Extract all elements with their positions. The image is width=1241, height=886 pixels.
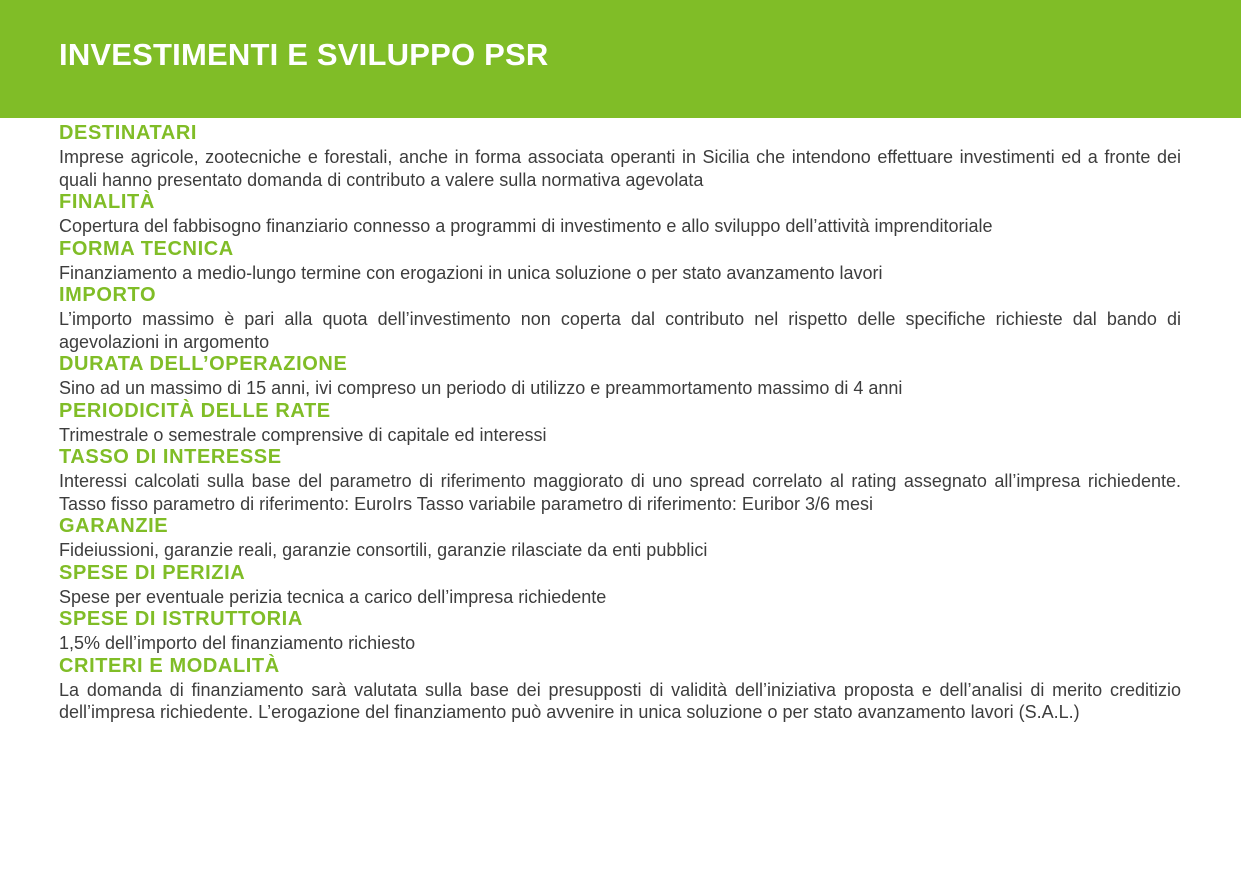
section-destinatari [59,122,1181,191]
section-text: Trimestrale o semestrale comprensive di capitale ed interessi [59,424,547,445]
section-text: Fideiussioni, garanzie reali, garanzie consortili, garanzie rilasciate da enti pubblici [59,540,708,560]
page-title: INVESTIMENTI E SVILUPPO PSR [59,37,549,72]
section-title: DESTINATARI [59,122,198,144]
section-text: Copertura del fabbisogno finanziario connesso a programmi di investimento e allo sviluppo dell’attività imprenditoriale [59,216,993,236]
section-text: Imprese agricole, zootecniche e forestali, anche in forma associata operanti in Sicilia che intendono effettuare investimenti ed a fronte dei quali hanno presentato domanda di contributo a valere sulla normativa agevolata [59,147,1181,190]
section-title: PERIODICITÀ DELLE RATE [59,399,331,422]
section-text: Sino ad un massimo di 15 anni, ivi compreso un periodo di utilizzo e preammortamento massimo di 4 anni [59,378,903,398]
section-title: DURATA DELL’OPERAZIONE [59,353,348,375]
section-title: FORMA TECNICA [59,237,234,260]
section-importo [59,284,1181,353]
section-text: L’importo massimo è pari alla quota dell’investimento non coperta dal contributo nel rispetto delle specifiche richieste dal bando di agevolazioni in argomento [59,309,1181,352]
section-forma-tecnica [59,238,1181,285]
page-header [0,0,1241,118]
section-durata [59,353,1181,400]
section-title: CRITERI E MODALITÀ [59,654,280,677]
section-periodicita [59,400,1181,447]
section-text: Spese per eventuale perizia tecnica a carico dell’impresa richiedente [59,586,607,607]
section-text: 1,5% dell’importo del finanziamento richiesto [59,633,416,653]
section-criteri [59,655,1181,724]
section-title: SPESE DI ISTRUTTORIA [59,608,303,630]
section-text: La domanda di finanziamento sarà valutata sulla base dei presupposti di validità dell’iniziativa proposta e dell’analisi di merito creditizio dell’impresa richiedente. L’erogazione del finanziamento può avvenire in unica soluzione o per stato avanzamento lavori (S.A.L.) [59,679,1181,722]
section-title: GARANZIE [59,515,169,537]
document-body [0,118,1241,724]
section-spese-perizia [59,562,1181,609]
section-tasso [59,446,1181,515]
section-title: IMPORTO [59,284,157,306]
section-title: FINALITÀ [59,191,155,213]
section-title: SPESE DI PERIZIA [59,561,246,584]
section-title: TASSO DI INTERESSE [59,446,282,468]
section-text: Finanziamento a medio-lungo termine con erogazioni in unica soluzione o per stato avanzamento lavori [59,262,883,283]
section-spese-istruttoria [59,608,1181,655]
section-finalita [59,191,1181,238]
section-garanzie [59,515,1181,562]
section-text: Interessi calcolati sulla base del parametro di riferimento maggiorato di uno spread correlato al rating assegnato all’impresa richiedente. Tasso fisso parametro di riferimento: EuroIrs Tasso variabile parametro di riferimento: Euribor 3/6 mesi [59,471,1181,514]
